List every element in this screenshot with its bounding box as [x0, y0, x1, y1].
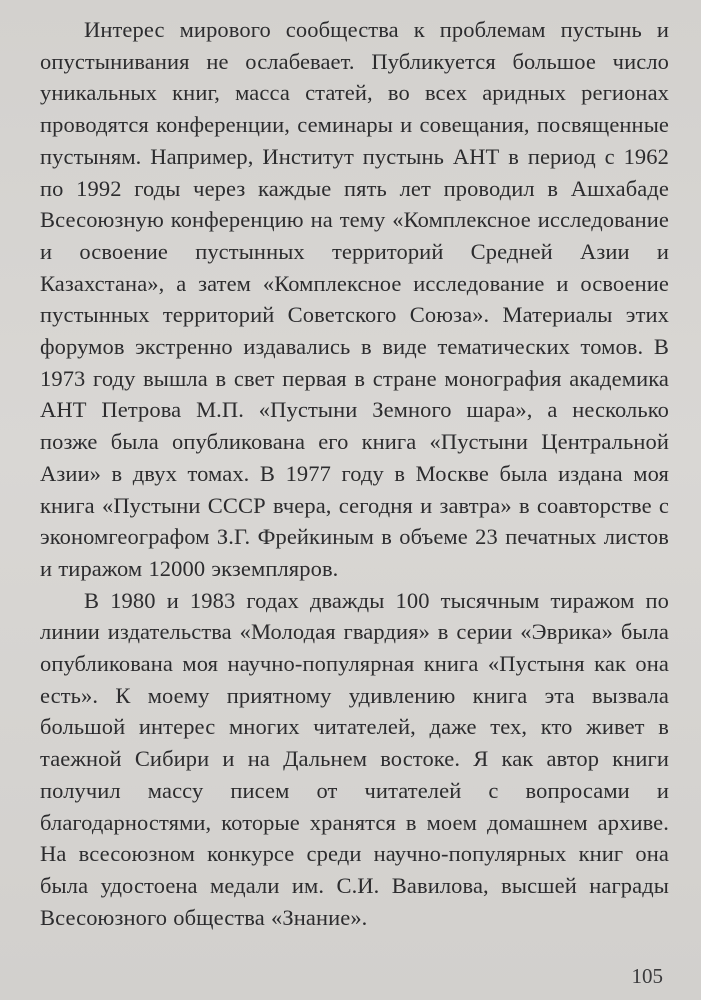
- page-number: 105: [631, 964, 663, 988]
- paragraph-1: Интерес мирового сообщества к проблемам пустынь и опустынивания не ослабевает. Публикуется большое число уникальных книг, масса статей, во всех аридных регионах проводятся конференции, семинары и совещания, посвященные пустыням. Например, Институт пустынь АНТ в период с 1962 по 1992 годы через каждые пять лет проводил в Ашхабаде Всесоюзную конференцию на тему «Комплексное исследование и освоение пустынных территорий Средней Азии и Казахстана», а затем «Комплексное исследование и освоение пустынных территорий Советского Союза». Материалы этих форумов экстренно издавались в виде тематических томов. В 1973 году вышла в свет первая в стране монография академика АНТ Петрова М.П. «Пустыни Земного шара», а несколько позже была опубликована его книга «Пустыни Центральной Азии» в двух томах. В 1977 году в Москве была издана моя книга «Пустыни СССР вчера, сегодня и завтра» в соавторстве с экономгеографом З.Г. Фрейкиным в объеме 23 печатных листов и тиражом 12000 экземпляров.: [40, 17, 669, 581]
- paragraph-2: В 1980 и 1983 годах дважды 100 тысячным тиражом по линии издательства «Молодая гвардия» в серии «Эврика» была опубликована моя научно-популярная книга «Пустыня как она есть». К моему приятному удивлению книга эта вызвала большой интерес многих читателей, даже тех, кто живет в таежной Сибири и на Дальнем востоке. Я как автор книги получил массу писем от читателей с вопросами и благодарностями, которые хранятся в моем домашнем архиве. На всесоюзном конкурсе среди научно-популярных книг она была удостоена медали им. С.И. Вавилова, высшей награды Всесоюзного общества «Знание».: [40, 587, 669, 930]
